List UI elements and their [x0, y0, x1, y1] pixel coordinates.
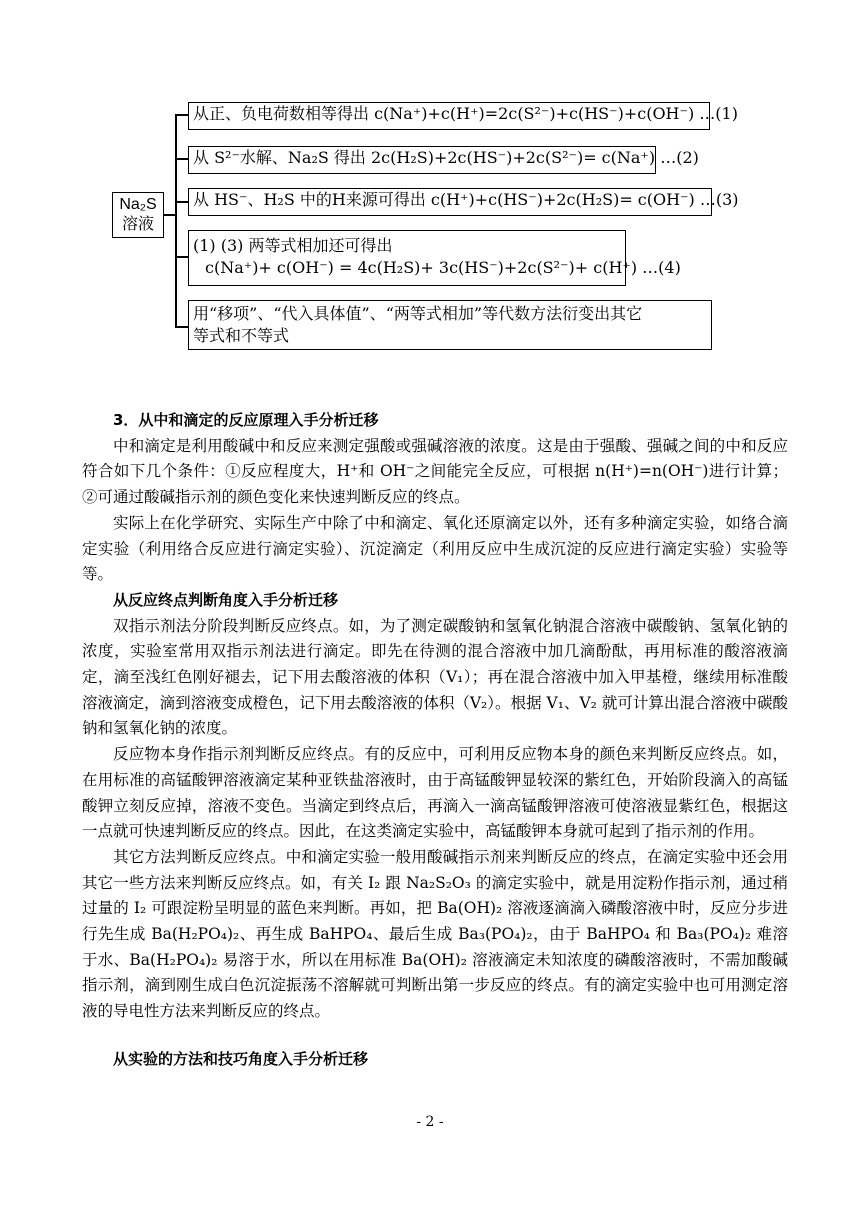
- branch-charge-balance: [188, 102, 738, 130]
- connector-2: [175, 158, 189, 160]
- paragraph: 中和滴定是利用酸碱中和反应来测定强酸或强碱溶液的浓度。这是由于强酸、强碱之间的中和反应符合如下几个条件：①反应程度大，H⁺和 OH⁻之间能完全反应，可根据 n(H⁺)=n(OH⁻)进行计算；②可通过酸碱指示剂的颜色变化来快速判断反应的终点。: [82, 436, 788, 507]
- paragraph: 其它方法判断反应终点。中和滴定实验一般用酸碱指示剂来判断反应的终点，在滴定实验中还会用其它一些方法来判断反应终点。如，有关 I₂ 跟 Na₂S₂O₃ 的滴定实验中，就是用淀粉作指示剂，通过稍过量的 I₂ 可跟淀粉呈明显的蓝色来判断。再如，把 Ba(OH)₂ 溶液逐滴滴入磷酸溶液中时，反应分步进行先生成 Ba(H₂PO₄)₂、再生成 BaHPO₄、最后生成 Ba₃(PO₄)₂，由于 BaHPO₄ 和 Ba₃(PO₄)₂ 难溶于水、Ba(H₂PO₄)₂ 易溶于水，所以在用标准 Ba(OH)₂ 溶液滴定未知浓度的磷酸溶液时，不需加酸碱指示剂，滴到刚生成白色沉淀振荡不溶解就可判断出第一步反应的终点。有的滴定实验中也可用测定溶液的导电性方法来判断反应的终点。: [82, 847, 788, 1021]
- na2s-solution-box: [112, 192, 164, 238]
- branch-algebra-line2: 等式和不等式: [193, 326, 290, 345]
- section-heading-3: 3．从中和滴定的反应原理入手分析迁移: [113, 411, 379, 429]
- connector-4: [175, 256, 189, 258]
- connector-3: [175, 201, 189, 203]
- connector-5: [175, 326, 189, 328]
- subheading-endpoint: 从反应终点判断角度入手分析迁移: [113, 590, 339, 609]
- na2s-relationship-diagram: [0, 0, 860, 370]
- na2s-formula: Na₂S: [119, 196, 157, 213]
- na2s-solution-label: 溶液: [121, 216, 154, 233]
- paragraph: 实际上在化学研究、实际生产中除了中和滴定、氧化还原滴定以外，还有多种滴定实验，如络合滴定实验（利用络合反应进行滴定实验）、沉淀滴定（利用反应中生成沉淀的反应进行滴定实验）实验等等。: [82, 513, 788, 584]
- body-text: [82, 408, 788, 1073]
- branch-sum-line1: (1) (3) 两等式相加还可得出: [193, 236, 393, 255]
- branch-proton-source: [188, 188, 739, 216]
- paragraph: 双指示剂法分阶段判断反应终点。如，为了测定碳酸钠和氢氧化钠混合溶液中碳酸钠、氢氧化钠的浓度，实验室常用双指示剂法进行滴定。即先在待测的混合溶液中加几滴酚酞，再用标准的酸溶液滴定，滴至浅红色刚好褪去，记下用去酸溶液的体积（V₁）；再在混合溶液中加入甲基橙，继续用标准酸溶液滴定，滴到溶液变成橙色，记下用去酸溶液的体积（V₂）。根据 V₁、V₂ 就可计算出混合溶液中碳酸钠和氢氧化钠的浓度。: [82, 616, 788, 738]
- branch-algebra: [188, 300, 712, 350]
- branch-algebra-line1: 用“移项”、“代入具体值”、“两等式相加”等代数方法衍变出其它: [193, 304, 643, 323]
- branch-sum: [188, 230, 681, 286]
- branch-text: 从 HS⁻、H₂S 中的H来源可得出 c(H⁺)+c(HS⁻)+2c(H₂S)= c(OH⁻) …(3): [193, 190, 739, 209]
- connector-1: [175, 114, 189, 116]
- paragraph: 反应物本身作指示剂判断反应终点。有的反应中，可利用反应物本身的颜色来判断反应终点。如，在用标准的高锰酸钾溶液滴定某种亚铁盐溶液时，由于高锰酸钾显较深的紫红色，开始阶段滴入的高锰酸钾立刻反应掉，溶液不变色。当滴定到终点后，再滴入一滴高锰酸钾溶液可使溶液显紫红色，根据这一点就可快速判断反应的终点。因此，在这类滴定实验中，高锰酸钾本身就可起到了指示剂的作用。: [82, 745, 788, 841]
- connector-vertical: [175, 114, 177, 328]
- page-number: - 2 -: [416, 1114, 444, 1130]
- branch-text: 从正、负电荷数相等得出 c(Na⁺)+c(H⁺)=2c(S²⁻)+c(HS⁻)+c(OH⁻) …(1): [193, 104, 738, 123]
- branch-text: 从 S²⁻水解、Na₂S 得出 2c(H₂S)+2c(HS⁻)+2c(S²⁻)= c(Na⁺) …(2): [193, 148, 699, 167]
- subheading-method: 从实验的方法和技巧角度入手分析迁移: [113, 1049, 369, 1068]
- branch-hydrolysis: [188, 146, 699, 174]
- branch-sum-line2: c(Na⁺)+ c(OH⁻) = 4c(H₂S)+ 3c(HS⁻)+2c(S²⁻)+ c(H⁺) …(4): [205, 258, 681, 277]
